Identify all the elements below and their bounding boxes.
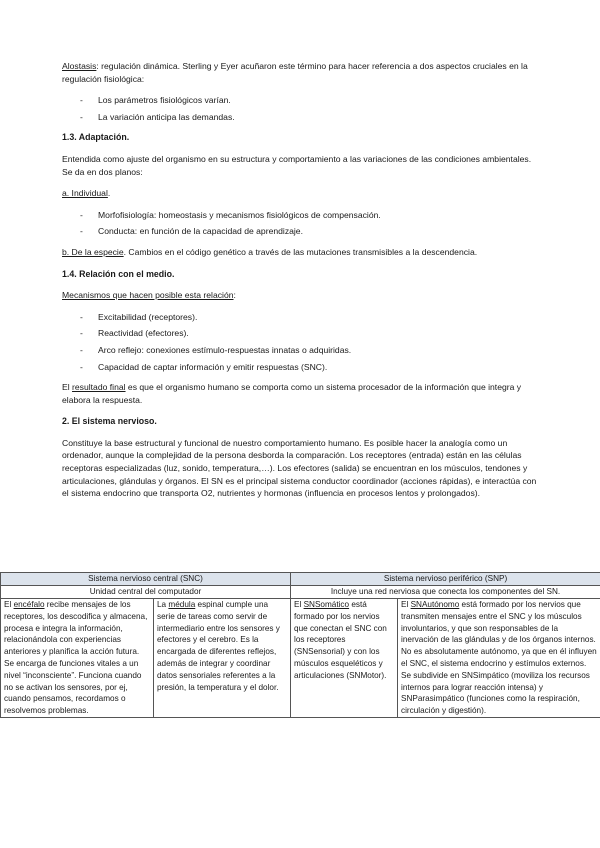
section-heading-2: 2. El sistema nervioso. xyxy=(62,416,157,427)
snp-subheader: Incluye una red nerviosa que conecta los componentes del SN. xyxy=(291,586,600,599)
encefalo-cell xyxy=(1,599,154,718)
alostasis-paragraph xyxy=(62,60,542,85)
table-header-row xyxy=(1,573,600,586)
medula-text: espinal cumple una serie de tareas como servir de intermediario entre los sensores y efectores y el cerebro. Es la encargada de diferentes reflejos, además de integrar y coordinar datos sensoriales referentes a la presión, la temperatura y el dolor. xyxy=(157,600,280,692)
section-heading-1-3: 1.3. Adaptación. xyxy=(62,132,130,143)
sns-cell xyxy=(291,599,398,718)
resultado-text: es que el organismo humano se comporta como un sistema procesador de la información que integra y elabora la respuesta. xyxy=(62,382,522,405)
sns-pre: El xyxy=(294,600,304,609)
individual-list xyxy=(62,209,542,238)
medula-pre: La xyxy=(157,600,169,609)
list-item: - La variación anticipa las demandas. xyxy=(80,111,542,124)
individual-label: a. Individual xyxy=(62,188,108,199)
sna-text: está formado por los nervios que transmiten mensajes entre el SNC y los músculos involuntarios, y que son responsables de la inervación de las glándulas y de los órganos internos. No es absolutamente autónomo, ya que en él influyen el SNC, el sistema endocrino y estímulos externos. Se subdivide en SNSimpático (moviliza los recursos internos para lograr reacción intensa) y SNParasimpático (funciones como la respiración, circulación y digestión). xyxy=(401,600,597,716)
document-body xyxy=(62,60,542,509)
encefalo-pre: El xyxy=(4,600,14,609)
encefalo-text: recibe mensajes de los receptores, los descodifica y almacena, procesa e integra la información, relacionándola con experiencias anteriores y planifica la acción futura. Se encarga de funciones vitales a un nivel “inconsciente”. Funciona cuando no se activan los sensores, por ej, cuando pensamos, recordamos o resolvemos problemas. xyxy=(4,600,148,716)
resultado-paragraph xyxy=(62,381,542,406)
sna-cell xyxy=(398,599,600,718)
resultado-pre: El xyxy=(62,382,73,393)
sns-text: está formado por los nervios que conectan el SNC con los receptores (SNSensorial) y con los músculos esqueléticos y articulaciones (SNMotor). xyxy=(294,600,387,680)
medula-cell xyxy=(154,599,291,718)
mecanismos-list xyxy=(62,311,542,373)
section-heading-1-4: 1.4. Relación con el medio. xyxy=(62,268,175,279)
nervous-system-table xyxy=(0,572,600,718)
table-subheader-row xyxy=(1,586,600,599)
encefalo-term: encéfalo xyxy=(13,600,45,609)
especie-text: . Cambios en el código genético a través de las mutaciones transmisibles a la descendencia. xyxy=(123,246,478,257)
snp-header: Sistema nervioso periférico (SNP) xyxy=(291,573,600,586)
medula-term: médula xyxy=(168,600,196,609)
sna-pre: El xyxy=(401,600,411,609)
table-row xyxy=(1,599,600,718)
mecanismos-paragraph: Mecanismos que hacen posible esta relación: xyxy=(62,290,236,301)
list-item: - Reactividad (efectores). xyxy=(80,327,542,340)
especie-paragraph xyxy=(62,246,542,259)
especie-label: b. De la especie xyxy=(62,246,124,257)
list-item: - Los parámetros fisiológicos varían. xyxy=(80,94,542,107)
list-item: - Morfofisiología: homeostasis y mecanismos fisiológicos de compensación. xyxy=(80,209,542,222)
snc-header: Sistema nervioso central (SNC) xyxy=(1,573,291,586)
sistema-nervioso-paragraph: Constituye la base estructural y funcional de nuestro comportamiento humano. Es posible hacer la analogía como un ordenador, aunque la complejidad de la persona desborda la comparación. Los receptores (entrada) están en las células receptoras especializadas (luz, sonido, temperatura,…). Los efectores (salida) se encuentran en los músculos, tendones y articulaciones, glándulas y órganos. El SN es el principal sistema conductor coordinador (acciones rápidas), e interactúa con el sistema endocrino que transporta O2, nutrientes y hormonas (influencia en procesos lentos y prolongados). xyxy=(62,437,537,499)
snc-subheader: Unidad central del computador xyxy=(1,586,291,599)
individual-paragraph: a. Individual. xyxy=(62,188,111,199)
alostasis-list xyxy=(62,94,542,123)
list-item: - Conducta: en función de la capacidad de aprendizaje. xyxy=(80,225,542,238)
alostasis-term: Alostasis xyxy=(62,61,97,71)
resultado-label: resultado final xyxy=(72,382,126,393)
sns-term: SNSomático xyxy=(303,600,350,609)
mecanismos-label: Mecanismos que hacen posible esta relación xyxy=(62,290,234,301)
adaptacion-intro: Entendida como ajuste del organismo en su estructura y comportamiento a las variaciones de las condiciones ambientales. Se da en dos planos: xyxy=(62,153,532,177)
list-item: - Arco reflejo: conexiones estímulo-respuestas innatas o adquiridas. xyxy=(80,344,542,357)
list-item: - Capacidad de captar información y emitir respuestas (SNC). xyxy=(80,361,542,374)
sna-term: SNAutónomo xyxy=(410,600,460,609)
list-item: - Excitabilidad (receptores). xyxy=(80,311,542,324)
alostasis-text: : regulación dinámica. Sterling y Eyer acuñaron este término para hacer referencia a dos aspectos cruciales en la regulación fisiológica: xyxy=(62,61,528,84)
